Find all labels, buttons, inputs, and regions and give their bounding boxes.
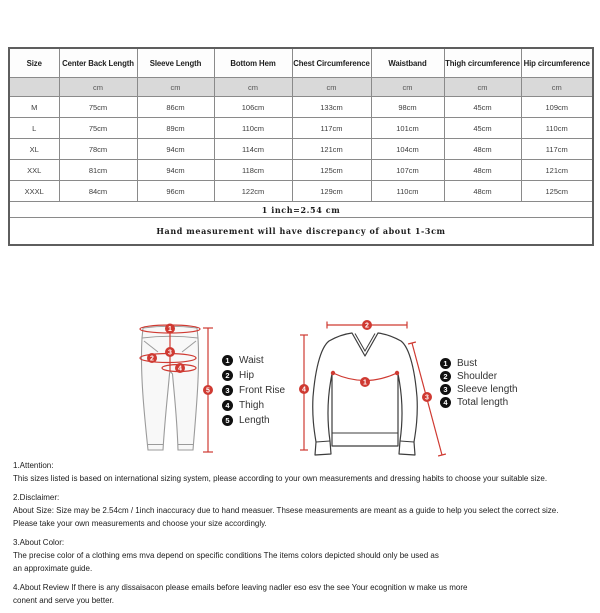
legend-item-hip	[222, 370, 285, 381]
unit-cell: cm	[371, 78, 444, 97]
unit-cell: cm	[59, 78, 137, 97]
note-heading: 3.About Color:	[13, 538, 65, 547]
number-4-icon: 4	[440, 397, 451, 408]
number-1-icon: 1	[222, 355, 233, 366]
value-cell: 96cm	[137, 181, 214, 202]
value-cell: 101cm	[371, 118, 444, 139]
hand-measurement-row	[9, 218, 593, 246]
legend-item-length	[222, 415, 285, 426]
value-cell: 75cm	[59, 118, 137, 139]
value-cell: 81cm	[59, 160, 137, 181]
value-cell: 129cm	[292, 181, 371, 202]
number-5-icon: 5	[222, 415, 233, 426]
value-cell: 86cm	[137, 97, 214, 118]
number-3-icon: 3	[222, 385, 233, 396]
sweater-marker-1: 1	[363, 379, 367, 387]
value-cell: 84cm	[59, 181, 137, 202]
column-header-sleeve-length: Sleeve Length	[137, 48, 214, 78]
column-header-waistband: Waistband	[371, 48, 444, 78]
sweater-marker-3: 3	[425, 394, 429, 402]
unit-cell-empty	[9, 78, 59, 97]
value-cell: 114cm	[214, 139, 292, 160]
legend-item-waist	[222, 355, 285, 366]
note-heading: 2.Disclaimer:	[13, 493, 60, 502]
legend-label: Hip	[239, 370, 255, 381]
value-cell: 125cm	[521, 181, 593, 202]
value-cell: 117cm	[521, 139, 593, 160]
legend-label: Waist	[239, 355, 264, 366]
number-4-icon: 4	[222, 400, 233, 411]
legend-item-thigh	[222, 400, 285, 411]
note-text: This sizes listed is based on international sizing system, please according to your own measurements and dressing habits to choose your suitable size.	[13, 474, 548, 483]
value-cell: 110cm	[371, 181, 444, 202]
note-text: The precise color of a clothing ems mva depend on specific conditions The items colors depicted should only be used as	[13, 551, 439, 560]
note-attention	[13, 459, 593, 485]
value-cell: 133cm	[292, 97, 371, 118]
header-row	[9, 48, 593, 78]
table-row-l	[9, 118, 593, 139]
legend-item-front-rise	[222, 385, 285, 396]
value-cell: 48cm	[444, 181, 521, 202]
table-row-xxxl	[9, 181, 593, 202]
value-cell: 48cm	[444, 139, 521, 160]
size-chart-table	[8, 47, 594, 246]
value-cell: 94cm	[137, 139, 214, 160]
table-row-xxl	[9, 160, 593, 181]
value-cell: 110cm	[214, 118, 292, 139]
legend-item-bust	[440, 358, 518, 369]
value-cell: 107cm	[371, 160, 444, 181]
column-header-thigh-circumference: Thigh circumference	[444, 48, 521, 78]
value-cell: 75cm	[59, 97, 137, 118]
table-row-xl	[9, 139, 593, 160]
unit-cell: cm	[444, 78, 521, 97]
value-cell: 89cm	[137, 118, 214, 139]
note-text: 4.About Review If there is any dissaisacon please emails before leaving nadler eso esv the see Your ecognition w make us more	[13, 583, 468, 592]
unit-cell: cm	[214, 78, 292, 97]
note-about-review	[13, 581, 593, 607]
value-cell: 98cm	[371, 97, 444, 118]
unit-cell: cm	[521, 78, 593, 97]
column-header-size: Size	[9, 48, 59, 78]
column-header-hip-circumference: Hip circumference	[521, 48, 593, 78]
sweater-legend	[440, 358, 518, 410]
sweater-marker-4: 4	[302, 386, 306, 394]
hand-measurement-note: Hand measurement will have discrepancy of about 1-3cm	[9, 218, 593, 246]
note-text: About Size: Size may be 2.54cm / 1inch inaccuracy due to hand measuer. Thsese measurements are meant as a guide to help you select the correct size.	[13, 506, 559, 515]
note-text: Please take your own measurements and choose your size accordingly.	[13, 519, 267, 528]
unit-row	[9, 78, 593, 97]
column-header-center-back-length: Center Back Length	[59, 48, 137, 78]
note-text: an approximate guide.	[13, 564, 93, 573]
legend-item-total-length	[440, 397, 518, 408]
size-cell: XL	[9, 139, 59, 160]
note-text: conent and serve you better.	[13, 596, 114, 605]
legend-label: Length	[239, 415, 270, 426]
value-cell: 45cm	[444, 118, 521, 139]
legend-label: Thigh	[239, 400, 265, 411]
legend-label: Total length	[457, 397, 509, 408]
unit-cell: cm	[292, 78, 371, 97]
size-cell: M	[9, 97, 59, 118]
note-disclaimer	[13, 491, 593, 530]
value-cell: 45cm	[444, 97, 521, 118]
sweater-measurement-diagram	[296, 312, 456, 462]
value-cell: 121cm	[292, 139, 371, 160]
column-header-chest-circumference: Chest Circumference	[292, 48, 371, 78]
number-1-icon: 1	[440, 358, 451, 369]
pants-marker-1: 1	[168, 326, 172, 333]
inch-conversion-row	[9, 202, 593, 218]
size-cell: L	[9, 118, 59, 139]
note-about-color	[13, 536, 593, 575]
value-cell: 121cm	[521, 160, 593, 181]
legend-label: Shoulder	[457, 371, 498, 382]
pants-marker-4: 4	[178, 365, 182, 373]
value-cell: 94cm	[137, 160, 214, 181]
value-cell: 110cm	[521, 118, 593, 139]
value-cell: 125cm	[292, 160, 371, 181]
value-cell: 122cm	[214, 181, 292, 202]
pants-marker-5: 5	[206, 387, 210, 395]
value-cell: 48cm	[444, 160, 521, 181]
number-3-icon: 3	[440, 384, 451, 395]
column-header-bottom-hem: Bottom Hem	[214, 48, 292, 78]
value-cell: 78cm	[59, 139, 137, 160]
size-cell: XXXL	[9, 181, 59, 202]
pants-marker-3: 3	[168, 349, 172, 357]
note-heading: 1.Attention:	[13, 461, 54, 470]
pants-legend	[222, 355, 285, 430]
legend-label: Bust	[457, 358, 478, 369]
value-cell: 109cm	[521, 97, 593, 118]
pants-marker-2: 2	[150, 355, 154, 363]
value-cell: 117cm	[292, 118, 371, 139]
inch-conversion-note: 1 inch=2.54 cm	[9, 202, 593, 218]
number-2-icon: 2	[440, 371, 451, 382]
unit-cell: cm	[137, 78, 214, 97]
number-2-icon: 2	[222, 370, 233, 381]
table-row-m	[9, 97, 593, 118]
sweater-marker-2: 2	[365, 322, 369, 330]
size-cell: XXL	[9, 160, 59, 181]
legend-item-shoulder	[440, 371, 518, 382]
value-cell: 106cm	[214, 97, 292, 118]
value-cell: 104cm	[371, 139, 444, 160]
value-cell: 118cm	[214, 160, 292, 181]
legend-label: Front Rise	[239, 385, 286, 396]
legend-item-sleeve-length	[440, 384, 518, 395]
legend-label: Sleeve length	[457, 384, 518, 395]
notes-section	[13, 459, 593, 613]
